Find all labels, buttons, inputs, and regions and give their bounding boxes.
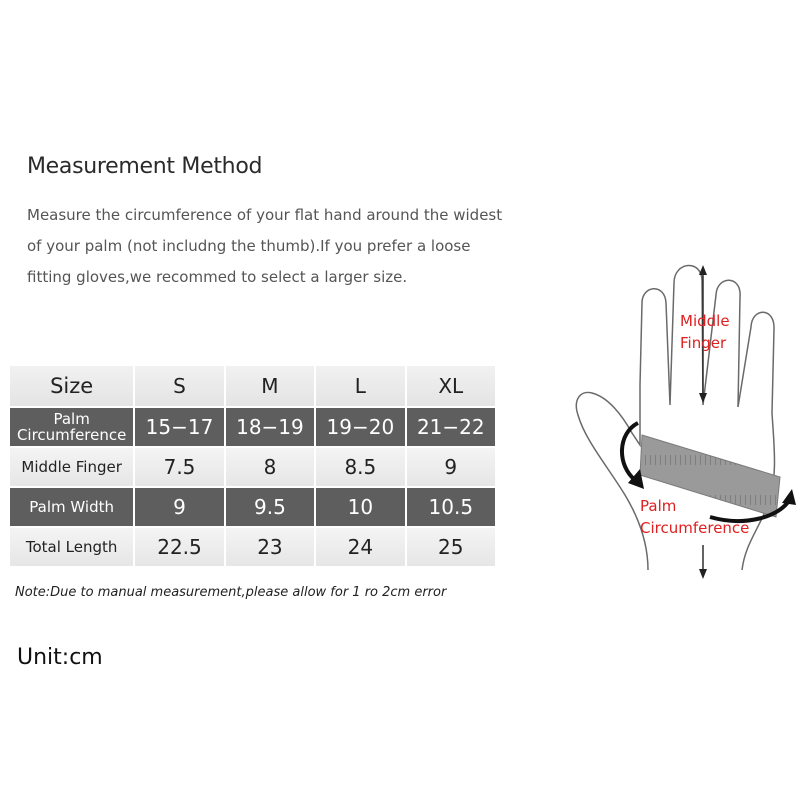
table-cell: 25	[405, 528, 495, 566]
description-line: Measure the circumference of your flat hand around the widest	[27, 206, 503, 224]
table-cell: 9.5	[224, 488, 314, 526]
middle-finger-label	[680, 310, 730, 354]
measurement-note: Note:Due to manual measurement,please allow for 1 ro 2cm error	[15, 585, 447, 600]
table-cell: 10	[314, 488, 404, 526]
unit-label: Unit:cm	[17, 645, 103, 670]
description-line: fitting gloves,we recommed to select a larger size.	[27, 268, 408, 286]
row-label-line: Palm	[53, 410, 90, 428]
table-cell: 8.5	[314, 448, 404, 486]
table-row-total-length	[10, 528, 495, 566]
table-header-row	[10, 366, 495, 406]
row-label-line: Circumference	[16, 426, 127, 444]
table-cell: 8	[224, 448, 314, 486]
table-cell: 24	[314, 528, 404, 566]
table-row-middle-finger	[10, 448, 495, 486]
middle-finger-label-line: Finger	[680, 334, 727, 352]
measurement-description	[27, 200, 547, 293]
size-column-l: L	[314, 366, 404, 406]
palm-circumference-label	[640, 495, 749, 539]
middle-finger-label-line: Middle	[680, 312, 730, 330]
row-label-palm-width: Palm Width	[10, 488, 133, 526]
table-row-palm-circumference	[10, 408, 495, 446]
row-label-middle-finger: Middle Finger	[10, 448, 133, 486]
table-cell: 18−19	[224, 408, 314, 446]
size-column-s: S	[133, 366, 223, 406]
page-title: Measurement Method	[27, 154, 263, 179]
description-line: of your palm (not includng the thumb).If you prefer a loose	[27, 237, 471, 255]
table-cell: 15−17	[133, 408, 223, 446]
palm-label-line: Palm	[640, 497, 677, 515]
table-cell: 21−22	[405, 408, 495, 446]
palm-label-line: Circumference	[640, 519, 750, 537]
table-cell: 10.5	[405, 488, 495, 526]
table-cell: 9	[133, 488, 223, 526]
row-label-palm-circumference	[10, 408, 133, 446]
size-chart-table	[10, 366, 495, 566]
hand-measurement-diagram	[570, 255, 800, 585]
table-cell: 7.5	[133, 448, 223, 486]
table-cell: 9	[405, 448, 495, 486]
table-cell: 19−20	[314, 408, 404, 446]
size-header: Size	[10, 366, 133, 406]
table-cell: 23	[224, 528, 314, 566]
table-cell: 22.5	[133, 528, 223, 566]
row-label-total-length: Total Length	[10, 528, 133, 566]
size-column-m: M	[224, 366, 314, 406]
table-row-palm-width	[10, 488, 495, 526]
size-column-xl: XL	[405, 366, 495, 406]
